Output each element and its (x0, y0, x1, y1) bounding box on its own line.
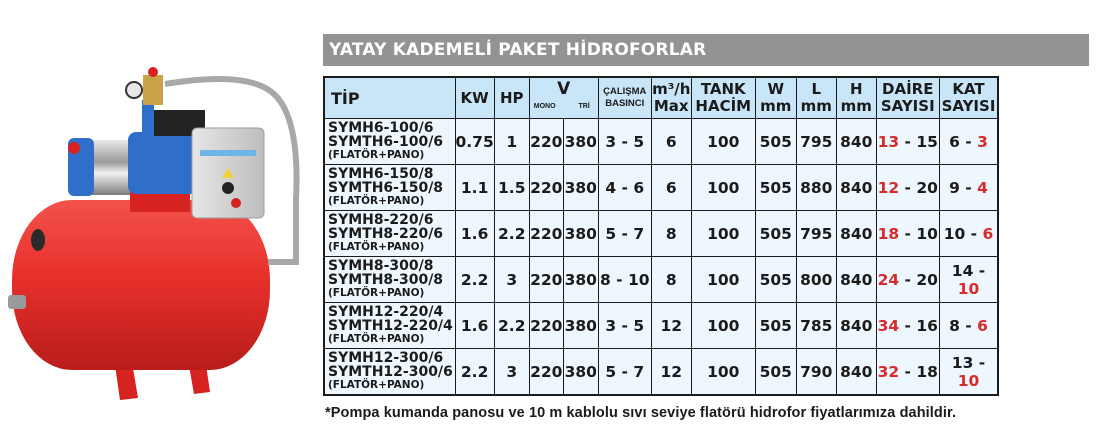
cell-l: 795 (796, 211, 836, 257)
header-kat: KAT SAYISI (939, 77, 998, 119)
cell-daire: 24 - 20 (876, 257, 939, 303)
cell-h: 840 (836, 211, 876, 257)
cell-kw: 2.2 (455, 349, 494, 396)
cell-tri: 380 (563, 165, 598, 211)
cell-kw: 0.75 (455, 119, 494, 165)
cell-tri: 380 (563, 211, 598, 257)
cell-w: 505 (755, 303, 796, 349)
cell-tank: 100 (691, 119, 755, 165)
header-flow: m³/h Max (651, 77, 691, 119)
cell-pressure: 5 - 7 (598, 211, 651, 257)
cell-h: 840 (836, 165, 876, 211)
cell-tri: 380 (563, 303, 598, 349)
cell-model: SYMH8-300/8 SYMTH8-300/8 (FLATÖR+PANO) (324, 257, 455, 303)
cell-h: 840 (836, 303, 876, 349)
cell-flow: 8 (651, 211, 691, 257)
table-row (324, 119, 998, 165)
cell-mono: 220 (529, 211, 563, 257)
cell-kat: 14 - 10 (939, 257, 998, 303)
cell-tank: 100 (691, 257, 755, 303)
table-row (324, 349, 998, 396)
table-row (324, 211, 998, 257)
cell-model: SYMH6-150/8 SYMTH6-150/8 (FLATÖR+PANO) (324, 165, 455, 211)
cell-hp: 3 (494, 349, 529, 396)
cell-daire: 13 - 15 (876, 119, 939, 165)
cell-hp: 1.5 (494, 165, 529, 211)
cell-flow: 12 (651, 349, 691, 396)
cell-flow: 6 (651, 119, 691, 165)
header-pressure: ÇALIŞMA BASINCI (598, 77, 651, 119)
cell-tank: 100 (691, 349, 755, 396)
cell-w: 505 (755, 165, 796, 211)
cell-h: 840 (836, 119, 876, 165)
cell-l: 800 (796, 257, 836, 303)
spec-table (323, 76, 999, 396)
table-row (324, 257, 998, 303)
cell-model: SYMH6-100/6 SYMTH6-100/6 (FLATÖR+PANO) (324, 119, 455, 165)
cell-l: 785 (796, 303, 836, 349)
cell-kw: 1.1 (455, 165, 494, 211)
cell-tri: 380 (563, 119, 598, 165)
cell-mono: 220 (529, 165, 563, 211)
cell-kat: 10 - 6 (939, 211, 998, 257)
header-w: W mm (755, 77, 796, 119)
cell-l: 795 (796, 119, 836, 165)
cell-flow: 12 (651, 303, 691, 349)
cell-l: 790 (796, 349, 836, 396)
cell-mono: 220 (529, 349, 563, 396)
table-header-row (324, 77, 998, 119)
cell-flow: 8 (651, 257, 691, 303)
cell-hp: 2.2 (494, 211, 529, 257)
cell-w: 505 (755, 257, 796, 303)
cell-kat: 13 - 10 (939, 349, 998, 396)
cell-w: 505 (755, 211, 796, 257)
cell-mono: 220 (529, 257, 563, 303)
footnote: *Pompa kumanda panosu ve 10 m kablolu sıvı seviye flatörü hidrofor fiyatlarımıza dahildir. (325, 405, 957, 421)
cell-pressure: 8 - 10 (598, 257, 651, 303)
table-row (324, 303, 998, 349)
cell-tri: 380 (563, 257, 598, 303)
header-tank: TANK HACİM (691, 77, 755, 119)
cell-h: 840 (836, 349, 876, 396)
cell-daire: 34 - 16 (876, 303, 939, 349)
cell-mono: 220 (529, 119, 563, 165)
hydrophore-product-image (0, 40, 320, 440)
cell-tank: 100 (691, 165, 755, 211)
cell-l: 880 (796, 165, 836, 211)
cell-flow: 6 (651, 165, 691, 211)
cell-hp: 3 (494, 257, 529, 303)
cell-tank: 100 (691, 211, 755, 257)
cell-kw: 2.2 (455, 257, 494, 303)
cell-hp: 2.2 (494, 303, 529, 349)
header-daire: DAİRE SAYISI (876, 77, 939, 119)
cell-kat: 6 - 3 (939, 119, 998, 165)
header-voltage-label: V (557, 78, 571, 99)
header-hp: HP (494, 77, 529, 119)
header-kw: KW (455, 77, 494, 119)
header-voltage-mono: MONO (533, 102, 556, 110)
cell-mono: 220 (529, 303, 563, 349)
cell-w: 505 (755, 119, 796, 165)
header-tip: TİP (324, 77, 455, 119)
cell-tri: 380 (563, 349, 598, 396)
cell-kw: 1.6 (455, 211, 494, 257)
cell-tank: 100 (691, 303, 755, 349)
cell-w: 505 (755, 349, 796, 396)
cell-model: SYMH12-220/4 SYMTH12-220/4 (FLATÖR+PANO) (324, 303, 455, 349)
cell-h: 840 (836, 257, 876, 303)
cell-pressure: 3 - 5 (598, 303, 651, 349)
cell-hp: 1 (494, 119, 529, 165)
header-voltage-tri: TRİ (578, 102, 590, 110)
header-voltage (529, 77, 598, 119)
cell-model: SYMH8-220/6 SYMTH8-220/6 (FLATÖR+PANO) (324, 211, 455, 257)
table-row (324, 165, 998, 211)
cell-daire: 12 - 20 (876, 165, 939, 211)
header-l: L mm (796, 77, 836, 119)
cell-model: SYMH12-300/6 SYMTH12-300/6 (FLATÖR+PANO) (324, 349, 455, 396)
cell-kat: 9 - 4 (939, 165, 998, 211)
cell-pressure: 5 - 7 (598, 349, 651, 396)
cell-daire: 18 - 10 (876, 211, 939, 257)
cell-kw: 1.6 (455, 303, 494, 349)
cell-pressure: 4 - 6 (598, 165, 651, 211)
page-title: YATAY KADEMELİ PAKET HİDROFORLAR (323, 34, 1089, 66)
cell-pressure: 3 - 5 (598, 119, 651, 165)
cell-kat: 8 - 6 (939, 303, 998, 349)
cell-daire: 32 - 18 (876, 349, 939, 396)
header-h: H mm (836, 77, 876, 119)
